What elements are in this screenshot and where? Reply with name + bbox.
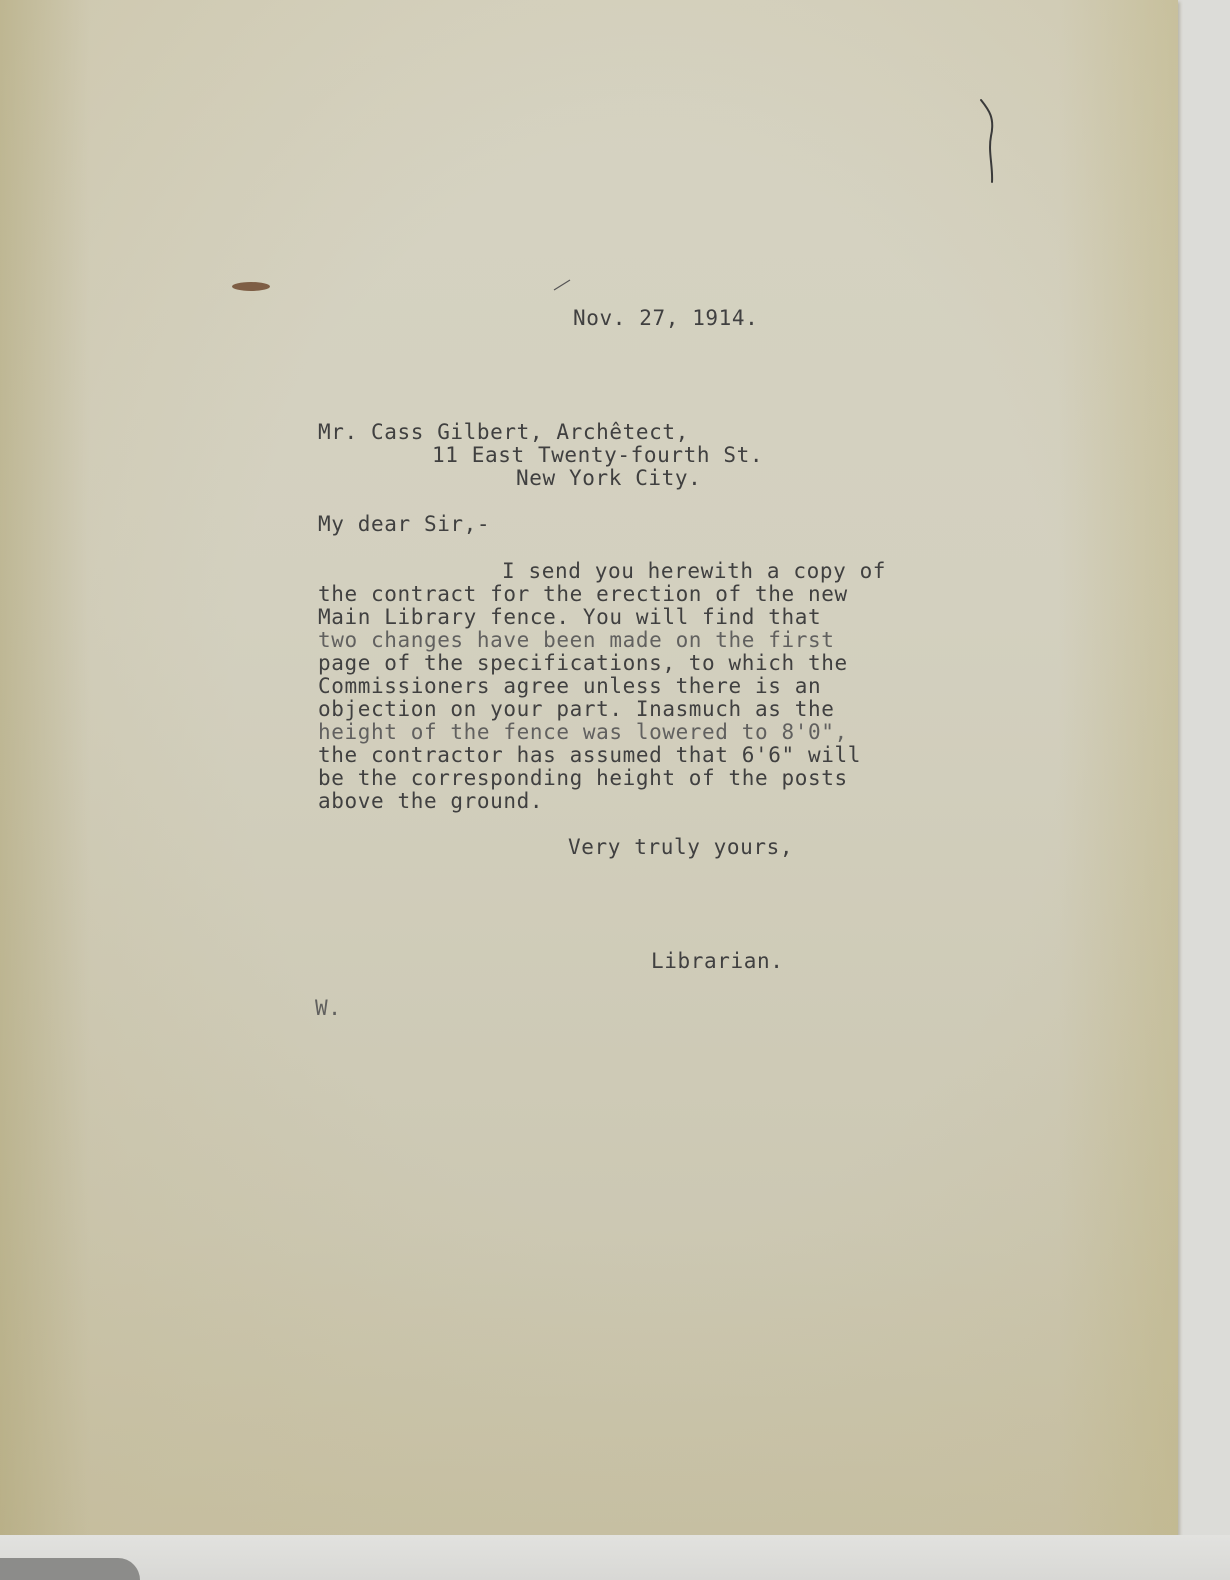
body-line: two changes have been made on the first	[318, 628, 835, 652]
body-line: Main Library fence. You will find that	[318, 605, 822, 629]
address-line-3: New York City.	[516, 466, 702, 490]
pencil-mark-icon	[975, 96, 1005, 186]
closing: Very truly yours,	[568, 835, 794, 859]
letter-date: Nov. 27, 1914.	[573, 306, 759, 330]
body-line: above the ground.	[318, 789, 544, 813]
address-line-2: 11 East Twenty-fourth St.	[432, 443, 764, 467]
body-line: the contract for the erection of the new	[318, 582, 848, 606]
address-line-1: Mr. Cass Gilbert, Archêtect,	[318, 420, 689, 444]
scan-background	[0, 1535, 1230, 1580]
body-line: be the corresponding height of the posts	[318, 766, 848, 790]
signature-title: Librarian.	[651, 949, 784, 973]
body-line: height of the fence was lowered to 8'0",	[318, 720, 848, 744]
body-line: page of the specifications, to which the	[318, 651, 848, 675]
body-line: objection on your part. Inasmuch as the	[318, 697, 835, 721]
paper-stain	[232, 282, 270, 291]
small-pencil-tick-icon	[552, 278, 572, 292]
scan-corner-shadow	[0, 1558, 140, 1580]
body-line: the contractor has assumed that 6'6" will	[318, 743, 861, 767]
body-line: Commissioners agree unless there is an	[318, 674, 822, 698]
salutation: My dear Sir,-	[318, 512, 491, 536]
body-line: I send you herewith a copy of	[502, 559, 887, 583]
typist-initials: W.	[315, 996, 342, 1020]
